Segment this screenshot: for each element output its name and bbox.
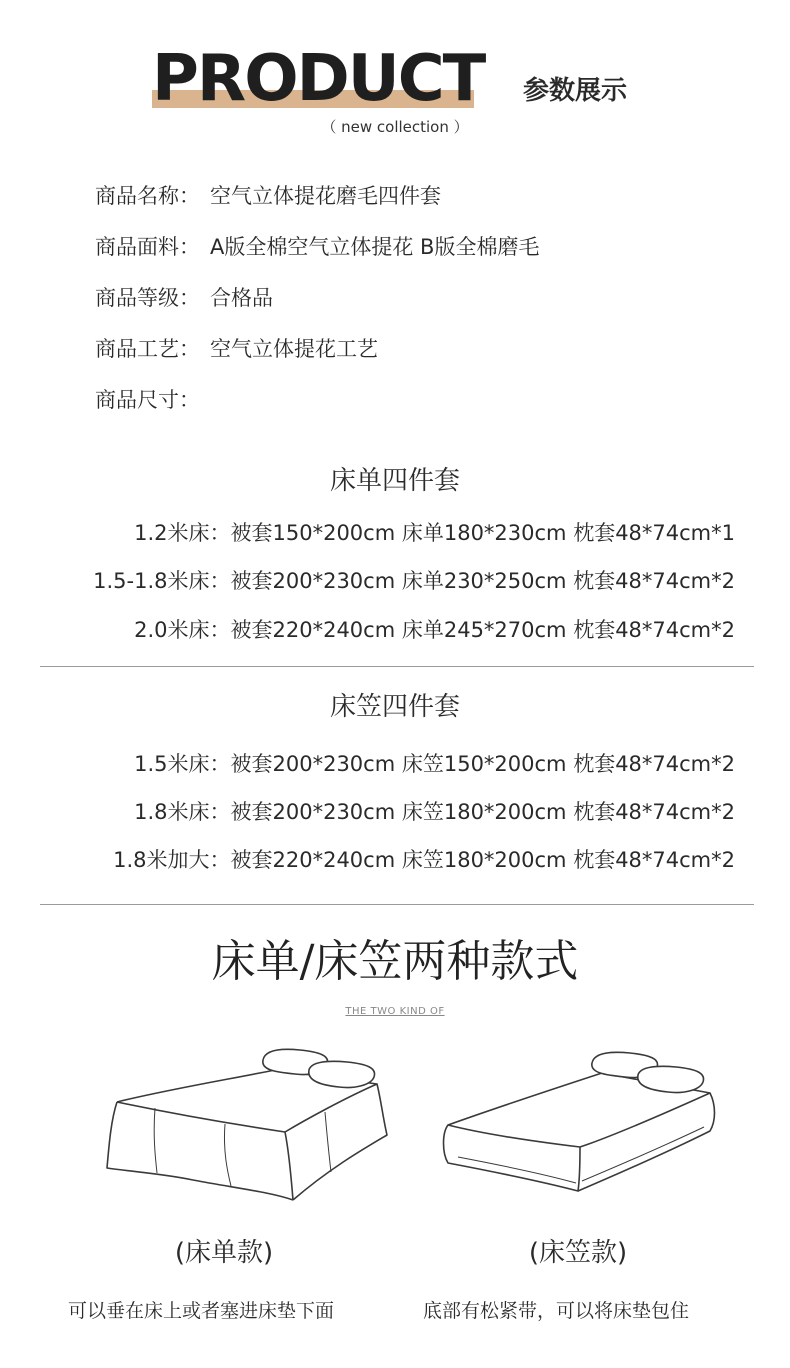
fitted-size-row: 1.5米床：被套200*230cm 床笠150*200cm 枕套48*74cm*2 — [134, 752, 735, 776]
product-info-list — [95, 178, 539, 433]
styles-title: 床单/床笠两种款式 — [211, 936, 579, 987]
collection-label: （ new collection ） — [321, 118, 469, 136]
info-key: 商品面料： — [95, 235, 200, 259]
fitted-set-title: 床笠四件套 — [329, 692, 460, 722]
header — [0, 40, 790, 150]
sheet-set-title: 床单四件套 — [329, 466, 460, 496]
fitted-sheet-caption: (床笠款) — [528, 1238, 628, 1268]
fitted-sheet-bed-icon — [430, 1045, 730, 1210]
flat-sheet-bed-icon — [95, 1040, 395, 1210]
section-divider — [40, 666, 754, 667]
info-value: 合格品 — [210, 286, 273, 310]
sheet-size-row: 2.0米床：被套220*240cm 床单245*270cm 枕套48*74cm*2 — [134, 618, 735, 642]
styles-subtitle: THE TWO KIND OF — [345, 1006, 445, 1017]
info-value: A版全棉空气立体提花 B版全棉磨毛 — [210, 235, 540, 259]
product-heading: PRODUCT — [152, 42, 485, 116]
fitted-size-row: 1.8米床：被套200*230cm 床笠180*200cm 枕套48*74cm*2 — [134, 800, 735, 824]
info-value: 空气立体提花磨毛四件套 — [210, 184, 441, 208]
info-key: 商品名称： — [95, 184, 200, 208]
info-row — [95, 229, 539, 280]
section-divider — [40, 904, 754, 905]
flat-sheet-caption: (床单款) — [174, 1238, 274, 1268]
sheet-size-row: 1.2米床：被套150*200cm 床单180*230cm 枕套48*74cm*1 — [134, 521, 735, 545]
info-row — [95, 280, 539, 331]
info-row — [95, 331, 539, 382]
info-row — [95, 382, 539, 433]
product-subtitle: 参数展示 — [523, 76, 628, 106]
sheet-size-row: 1.5-1.8米床：被套200*230cm 床单230*250cm 枕套48*74cm*2 — [93, 569, 735, 593]
info-key: 商品尺寸： — [95, 388, 200, 412]
fitted-sheet-description: 底部有松紧带，可以将床垫包住 — [423, 1300, 690, 1322]
info-key: 商品工艺： — [95, 337, 200, 361]
info-value: 空气立体提花工艺 — [210, 337, 378, 361]
info-row — [95, 178, 539, 229]
flat-sheet-description: 可以垂在床上或者塞进床垫下面 — [68, 1300, 335, 1322]
info-key: 商品等级： — [95, 286, 200, 310]
fitted-size-row: 1.8米加大：被套220*240cm 床笠180*200cm 枕套48*74cm*2 — [113, 848, 735, 872]
